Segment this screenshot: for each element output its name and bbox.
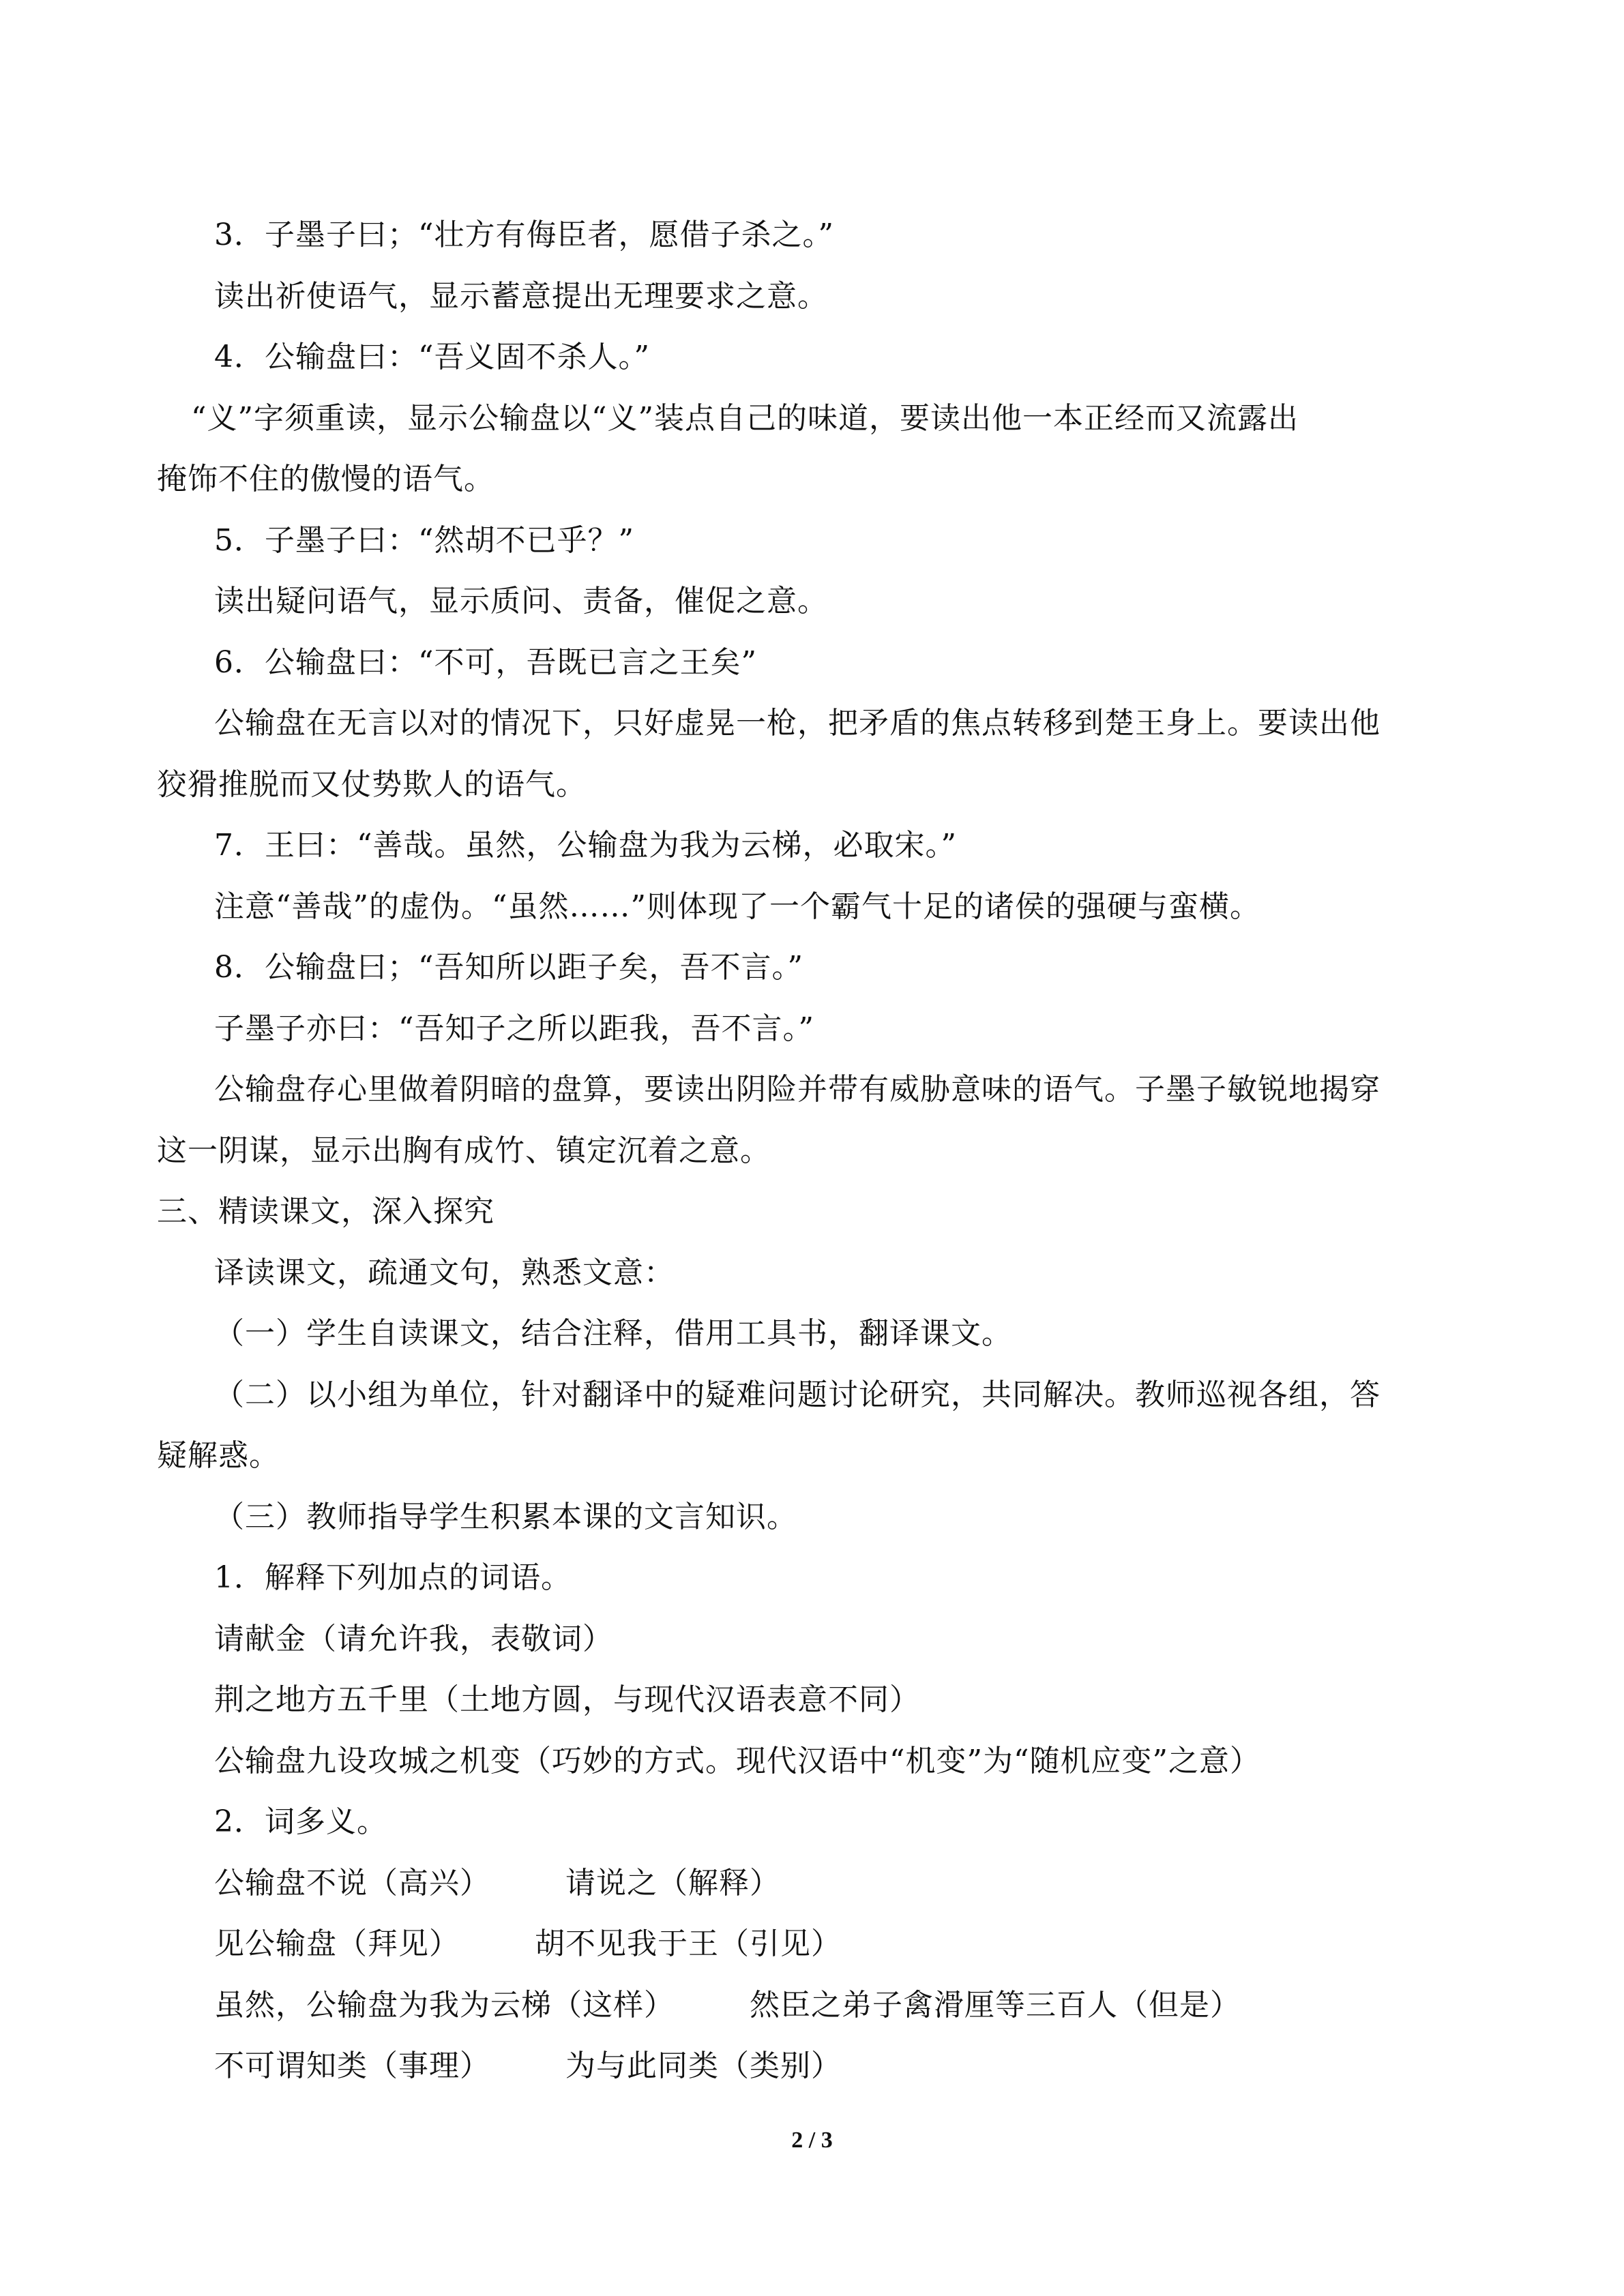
text-segment: 请说之（解释） (565, 1865, 780, 1900)
text-segment: 公输盘不说（高兴） (214, 1865, 490, 1900)
text-line: 狡猾推脱而又仗势欺人的语气。 (157, 766, 587, 802)
section-heading: 三、精读课文，深入探究 (157, 1194, 494, 1229)
text-line: 6．公输盘曰：“不可，吾既已言之王矣” (214, 644, 757, 680)
text-line-pair (157, 1853, 1473, 1914)
text-line: 2．词多义。 (214, 1804, 387, 1839)
text-line: 子墨子亦曰：“吾知子之所以距我，吾不言。” (214, 1011, 814, 1046)
text-line-pair (157, 2036, 1473, 2097)
text-segment: 不可谓知类（事理） (214, 2048, 490, 2083)
text-line-pair (157, 1913, 1473, 1975)
text-line: 荆之地方五千里（土地方圆，与现代汉语表意不同） (214, 1682, 920, 1717)
text-line: 掩饰不住的傲慢的语气。 (157, 462, 494, 496)
text-line: 公输盘九设攻城之机变（巧妙的方式。现代汉语中“机变”为“随机应变”之意） (214, 1743, 1260, 1778)
text-line: 请献金（请允许我，表敬词） (214, 1621, 613, 1656)
text-line: 7．王曰：“善哉。虽然，公输盘为我为云梯，必取宋。” (214, 828, 957, 863)
text-line: 3．子墨子曰；“壮方有侮臣者，愿借子杀之。” (214, 218, 834, 252)
text-line: （三）教师指导学生积累本课的文言知识。 (214, 1499, 797, 1534)
text-line: 公输盘存心里做着阴暗的盘算，要读出阴险并带有威胁意味的语气。子墨子敏锐地揭穿 (214, 1072, 1381, 1107)
text-line: 译读课文，疏通文句，熟悉文意： (214, 1255, 675, 1290)
text-line: 读出疑问语气，显示质问、责备，催促之意。 (214, 584, 828, 618)
text-segment: 然臣之弟子禽滑厘等三百人（但是） (750, 1987, 1241, 2023)
text-line: “义”字须重读，显示公输盘以“义”装点自己的味道，要读出他一本正经而又流露出 (191, 400, 1299, 436)
text-line: （一）学生自读课文，结合注释，借用工具书，翻译课文。 (214, 1316, 1012, 1351)
text-line: （二）以小组为单位，针对翻译中的疑难问题讨论研究，共同解决。教师巡视各组，答 (214, 1377, 1381, 1412)
text-line: 公输盘在无言以对的情况下，只好虚晃一枪，把矛盾的焦点转移到楚王身上。要读出他 (214, 706, 1381, 741)
text-segment: 为与此同类（类别） (565, 2048, 842, 2083)
page-number: 2 / 3 (791, 2128, 833, 2153)
text-line: 1．解释下列加点的词语。 (214, 1560, 572, 1595)
text-line: 读出祈使语气，显示蓄意提出无理要求之意。 (214, 278, 828, 314)
text-line: 疑解惑。 (157, 1438, 280, 1473)
text-line-pair (157, 1975, 1473, 2036)
text-line: 注意“善哉”的虚伪。“虽然……”则体现了一个霸气十足的诸侯的强硬与蛮横。 (214, 889, 1260, 924)
text-segment: 胡不见我于王（引见） (535, 1926, 842, 1961)
text-line: 4．公输盘曰：“吾义固不杀人。” (214, 340, 650, 374)
document-body (157, 205, 1473, 2097)
text-segment: 虽然，公输盘为我为云梯（这样） (214, 1987, 675, 2023)
text-line: 5．子墨子曰：“然胡不已乎？” (214, 522, 634, 558)
text-line: 这一阴谋，显示出胸有成竹、镇定沉着之意。 (157, 1133, 771, 1168)
text-segment: 见公输盘（拜见） (214, 1926, 460, 1961)
text-line: 8．公输盘曰；“吾知所以距子矣，吾不言。” (214, 950, 803, 985)
